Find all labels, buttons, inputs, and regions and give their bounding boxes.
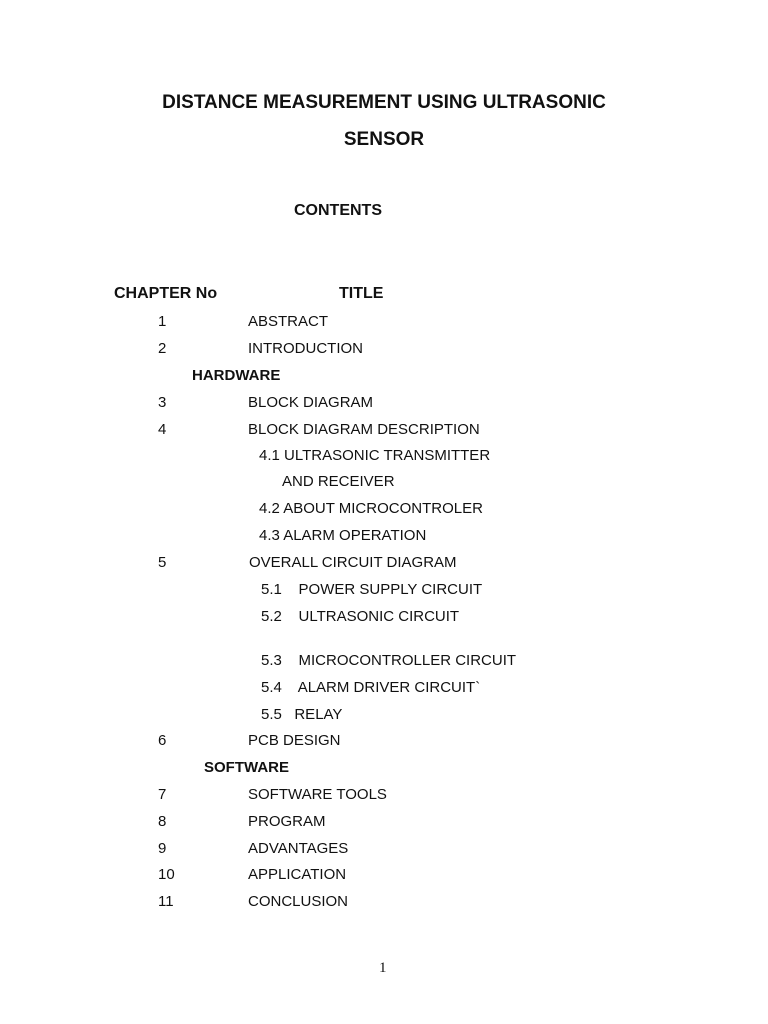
chapter-title: APPLICATION: [248, 866, 347, 883]
chapter-title: PROGRAM: [248, 813, 326, 830]
chapter-title: BLOCK DIAGRAM: [248, 394, 374, 411]
chapter-number: 2: [158, 340, 167, 357]
column-header-chapter: CHAPTER No: [114, 285, 218, 302]
chapter-number: 6: [158, 732, 167, 749]
column-header-title: TITLE: [339, 285, 384, 302]
subsection-entry: 5.5 RELAY: [261, 706, 343, 723]
chapter-title: ABSTRACT: [248, 313, 329, 330]
section-heading-hardware: HARDWARE: [192, 367, 281, 384]
chapter-title: PCB DESIGN: [248, 732, 341, 749]
page-number: 1: [379, 960, 387, 976]
subsection-entry: 5.3 MICROCONTROLLER CIRCUIT: [261, 652, 517, 669]
subsection-entry: 4.2 ABOUT MICROCONTROLER: [259, 500, 483, 517]
document-title-line1: DISTANCE MEASUREMENT USING ULTRASONIC: [162, 92, 606, 113]
subsection-entry: 5.4 ALARM DRIVER CIRCUIT`: [261, 679, 481, 696]
chapter-title: OVERALL CIRCUIT DIAGRAM: [249, 554, 457, 571]
subsection-entry: 5.1 POWER SUPPLY CIRCUIT: [261, 581, 483, 598]
chapter-number: 11: [158, 893, 174, 910]
subsection-entry: 4.1 ULTRASONIC TRANSMITTER: [259, 447, 491, 464]
chapter-number: 3: [158, 394, 167, 411]
chapter-title: SOFTWARE TOOLS: [248, 786, 387, 803]
subsection-entry: 4.3 ALARM OPERATION: [259, 527, 427, 544]
document-title-line2: SENSOR: [343, 129, 425, 150]
subsection-entry-continuation: AND RECEIVER: [282, 473, 395, 490]
chapter-number: 9: [158, 840, 167, 857]
subsection-entry: 5.2 ULTRASONIC CIRCUIT: [261, 608, 460, 625]
chapter-number: 4: [158, 421, 167, 438]
chapter-title: CONCLUSION: [248, 893, 349, 910]
section-heading-software: SOFTWARE: [204, 759, 289, 776]
chapter-number: 1: [158, 313, 167, 330]
chapter-title: INTRODUCTION: [248, 340, 363, 357]
chapter-number: 7: [158, 786, 167, 803]
chapter-number: 8: [158, 813, 167, 830]
chapter-title: ADVANTAGES: [248, 840, 349, 857]
chapter-title: BLOCK DIAGRAM DESCRIPTION: [248, 421, 480, 438]
chapter-number: 5: [158, 554, 167, 571]
chapter-number: 10: [158, 866, 175, 883]
contents-heading: CONTENTS: [294, 202, 382, 219]
